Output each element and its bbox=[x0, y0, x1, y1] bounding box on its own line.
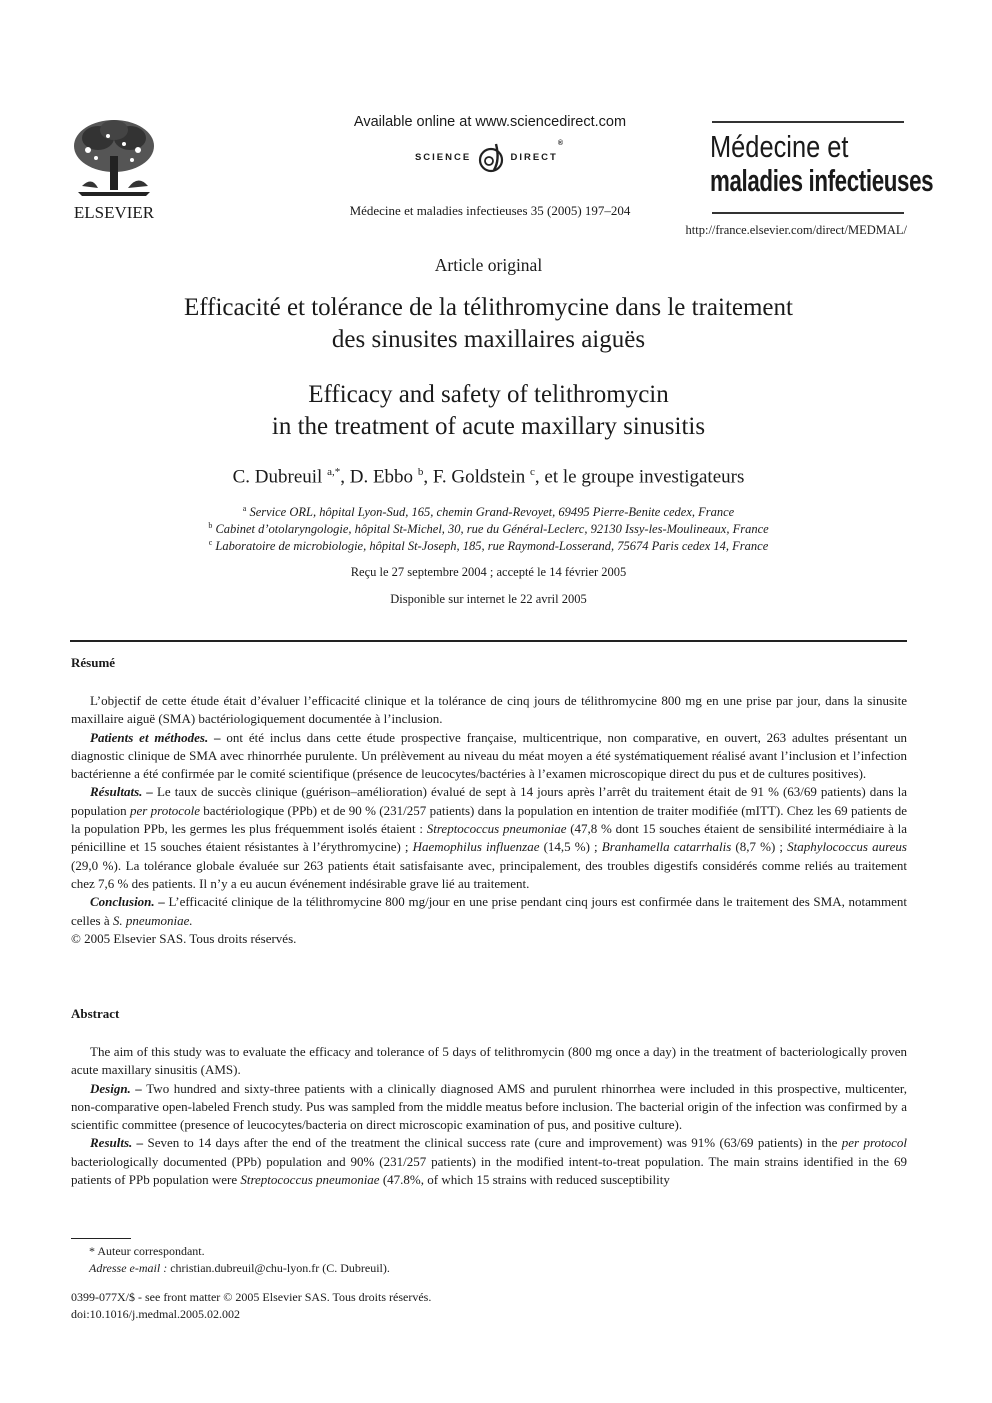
affiliation-c bbox=[70, 538, 907, 554]
doi-line[interactable]: doi:10.1016/j.medmal.2005.02.002 bbox=[71, 1307, 240, 1321]
author-2-sup: b bbox=[417, 466, 424, 478]
resume-p4 bbox=[71, 893, 907, 930]
resume-p3-text-f: (29,0 %). La tolérance globale évaluée sur 263 patients était satisfaisante avec, principalement, des troubles digestifs considérés comme reliés au traitement chez 7,6 % des patients. Il n’y a eu aucun événement indésirable grave lié au traitement. bbox=[71, 857, 907, 891]
online-date: Disponible sur internet le 22 avril 2005 bbox=[390, 592, 587, 606]
journal-title-line1: Médecine et bbox=[710, 129, 849, 164]
abstract-heading: Abstract bbox=[71, 1006, 120, 1021]
abstract-p3-italic-1: per protocol bbox=[841, 1135, 908, 1151]
affiliation-b bbox=[70, 521, 907, 537]
footnote-email-label: Adresse e-mail : bbox=[89, 1261, 168, 1275]
affiliation-c-sup: c bbox=[208, 538, 213, 547]
abstract-body bbox=[71, 1043, 907, 1189]
article-type: Article original bbox=[434, 255, 543, 275]
resume-p3-italic-1: per protocole bbox=[129, 802, 200, 818]
abstract-p3-text-b: bacteriologically documented (PPb) population and 90% (231/257 patients) in the modified intent-to-treat population. The main strains identified in the 69 patients of PPb population were bbox=[71, 1153, 907, 1188]
title-french-line2: des sinusites maxillaires aiguës bbox=[331, 326, 646, 353]
author-1: C. Dubreuil bbox=[232, 466, 328, 488]
affiliation-a-text: Service ORL, hôpital Lyon-Sud, 165, chemin Grand-Revoyet, 69495 Pierre-Benite cedex, France bbox=[246, 505, 735, 520]
resume-p1: L’objectif de cette étude était d’évaluer l’efficacité clinique et la tolérance de cinq jours de télithromycine 800 mg en une prise par jour, dans la sinusite maxillaire aiguë (SMA) bactériologiquement documentée à l’inclusion. bbox=[71, 693, 907, 727]
author-3: , F. Goldstein bbox=[423, 466, 530, 488]
title-english bbox=[70, 379, 907, 443]
resume-heading: Résumé bbox=[71, 655, 116, 670]
received-dates: Reçu le 27 septembre 2004 ; accepté le 14 février 2005 bbox=[350, 565, 627, 579]
affiliation-b-text: Cabinet d’otolaryngologie, hôpital St-Michel, 30, rue du Général-Leclerc, 92130 Issy-les-Moulineaux, France bbox=[212, 522, 769, 537]
resume-body bbox=[71, 692, 907, 948]
elsevier-logo bbox=[64, 116, 164, 220]
abstract-p2-text: Two hundred and sixty-three patients with a clinically diagnosed AMS and purulent rhinorrhea were included in this prospective, multicenter, non-comparative open-labeled French study. Pus was sampled from the middle meatus before inclusion. The bacterial origin of the infection was confirmed by a scientific committee (presence of leucocytes/bacteria on direct microscopic examination of pus, and positive culture). bbox=[71, 1080, 907, 1133]
sciencedirect-brand bbox=[340, 140, 640, 176]
elsevier-tree-icon bbox=[68, 116, 160, 198]
title-french-line1: Efficacité et tolérance de la télithromycine dans le traitement bbox=[184, 294, 793, 321]
resume-p3-italic-3: Haemophilus influenzae bbox=[412, 839, 540, 855]
title-french bbox=[70, 292, 907, 356]
abstract-p1: The aim of this study was to evaluate the efficacy and tolerance of 5 days of telithromycin (800 mg once a day) in the treatment of bacteriologically proven acute maxillary sinusitis (AMS). bbox=[71, 1044, 907, 1078]
resume-p4-label: Conclusion. – bbox=[90, 894, 165, 910]
abstract-p3 bbox=[71, 1134, 907, 1189]
title-english-line1: Efficacy and safety of telithromycin bbox=[308, 381, 669, 408]
resume-p3-italic-2: Streptococcus pneumoniae bbox=[426, 821, 567, 837]
resume-p3-text-a: Le taux de succès clinique (guérison–amélioration) évalué de sept à 14 jours après l’arrêt du traitement était de 91 % (63/69 patients) dans la population bbox=[71, 784, 907, 818]
authors bbox=[70, 466, 907, 488]
journal-title-line2: maladies infectieuses bbox=[710, 163, 934, 198]
journal-title bbox=[710, 129, 934, 198]
footnote-email bbox=[71, 1260, 390, 1277]
resume-p2-text: ont été inclus dans cette étude prospective française, multicentrique, non comparative, en ouvert, 263 adultes présentant un diagnostic clinique de SMA avec rhinorrhée purulente. Un prélèvement au niveau du méat moyen a été systématiquement réalisé avant l’inclusion et l’infection bactérienne a été confirmée par le comité scientifique (présence de leucocytes/bactéries à l’examen microscopique direct du pus et de cultures positives). bbox=[71, 729, 907, 782]
footnotes bbox=[71, 1243, 390, 1277]
author-group: , et le groupe investigateurs bbox=[534, 466, 745, 488]
sciencedirect-brand-left: SCIENCE bbox=[414, 151, 472, 163]
author-1-sup: a,* bbox=[327, 466, 341, 478]
journal-url-link[interactable]: http://france.elsevier.com/direct/MEDMAL/ bbox=[685, 223, 907, 237]
author-3-sup: c bbox=[530, 466, 535, 478]
resume-p3-text-d: (14,5 %) ; bbox=[539, 839, 602, 855]
resume-copyright: © 2005 Elsevier SAS. Tous droits réservés. bbox=[71, 930, 297, 946]
abstract-p2-label: Design. – bbox=[90, 1080, 142, 1096]
journal-rule-top bbox=[712, 121, 904, 123]
journal-citation: Médecine et maladies infectieuses 35 (2005) 197–204 bbox=[349, 203, 631, 218]
affiliation-a bbox=[70, 504, 907, 520]
resume-p3-text-c: (47,8 % dont 15 souches étaient de sensibilité intermédiaire à la pénicilline et 15 souches étaient résistantes à l’érythromycine) ; bbox=[71, 821, 907, 855]
resume-p3-italic-5: Staphylococcus aureus bbox=[787, 839, 907, 855]
sciencedirect-online-text: Available online at www.sciencedirect.com bbox=[353, 114, 627, 130]
abstract-p3-text-c: (47.8%, of which 15 strains with reduced susceptibility bbox=[379, 1172, 670, 1188]
abstract-p3-italic-2: Streptococcus pneumoniae bbox=[240, 1172, 380, 1188]
footnote-corresponding: * Auteur correspondant. bbox=[89, 1244, 205, 1258]
footnote-divider bbox=[71, 1238, 131, 1239]
title-english-line2: in the treatment of acute maxillary sinusitis bbox=[271, 413, 706, 440]
affiliation-b-sup: b bbox=[208, 521, 213, 530]
registered-mark: ® bbox=[557, 140, 566, 147]
resume-p3-text-b: bactériologique (PPb) et de 90 % (231/257 patients) dans la population en intention de traiter modifiée (mITT). Chez les 69 patients de la population PPb, les germes les plus fréquemment isolés étaient : bbox=[71, 802, 908, 837]
journal-rule-bottom bbox=[712, 212, 904, 214]
footnote-email-address[interactable]: christian.dubreuil@chu-lyon.fr (C. Dubreuil). bbox=[167, 1261, 390, 1275]
resume-p3 bbox=[71, 783, 907, 893]
resume-p3-label: Résultats. – bbox=[90, 784, 153, 800]
resume-p2-label: Patients et méthodes. – bbox=[90, 729, 221, 745]
sciencedirect-brand-right: DIRECT bbox=[510, 151, 558, 163]
front-matter bbox=[71, 1289, 431, 1323]
author-2: , D. Ebbo bbox=[340, 466, 418, 488]
abstract-p3-text-a: Seven to 14 days after the end of the treatment the clinical success rate (cure and improvement) was 91% (63/69 patients) in the bbox=[143, 1135, 842, 1151]
header-divider bbox=[70, 640, 907, 642]
issn-line: 0399-077X/$ - see front matter © 2005 Elsevier SAS. Tous droits réservés. bbox=[71, 1290, 432, 1304]
publisher-name: ELSEVIER bbox=[73, 203, 155, 222]
affiliation-a-sup: a bbox=[242, 504, 247, 513]
resume-p4-text: L’efficacité clinique de la télithromycine 800 mg/jour en une prise pendant cinq jours est confirmée dans le traitement des SMA, notamment celles à bbox=[71, 894, 907, 928]
resume-p3-text-e: (8,7 %) ; bbox=[731, 839, 788, 855]
abstract-p3-label: Results. – bbox=[90, 1135, 144, 1151]
resume-p4-italic: S. pneumoniae. bbox=[112, 912, 193, 928]
sciencedirect-d-icon bbox=[476, 140, 506, 174]
abstract-p2 bbox=[71, 1080, 907, 1135]
resume-p3-italic-4: Branhamella catarrhalis bbox=[601, 839, 732, 855]
affiliation-c-text: Laboratoire de microbiologie, hôpital St-Joseph, 185, rue Raymond-Losserand, 75674 Paris cedex 14, France bbox=[212, 539, 769, 554]
resume-p2 bbox=[71, 729, 907, 784]
